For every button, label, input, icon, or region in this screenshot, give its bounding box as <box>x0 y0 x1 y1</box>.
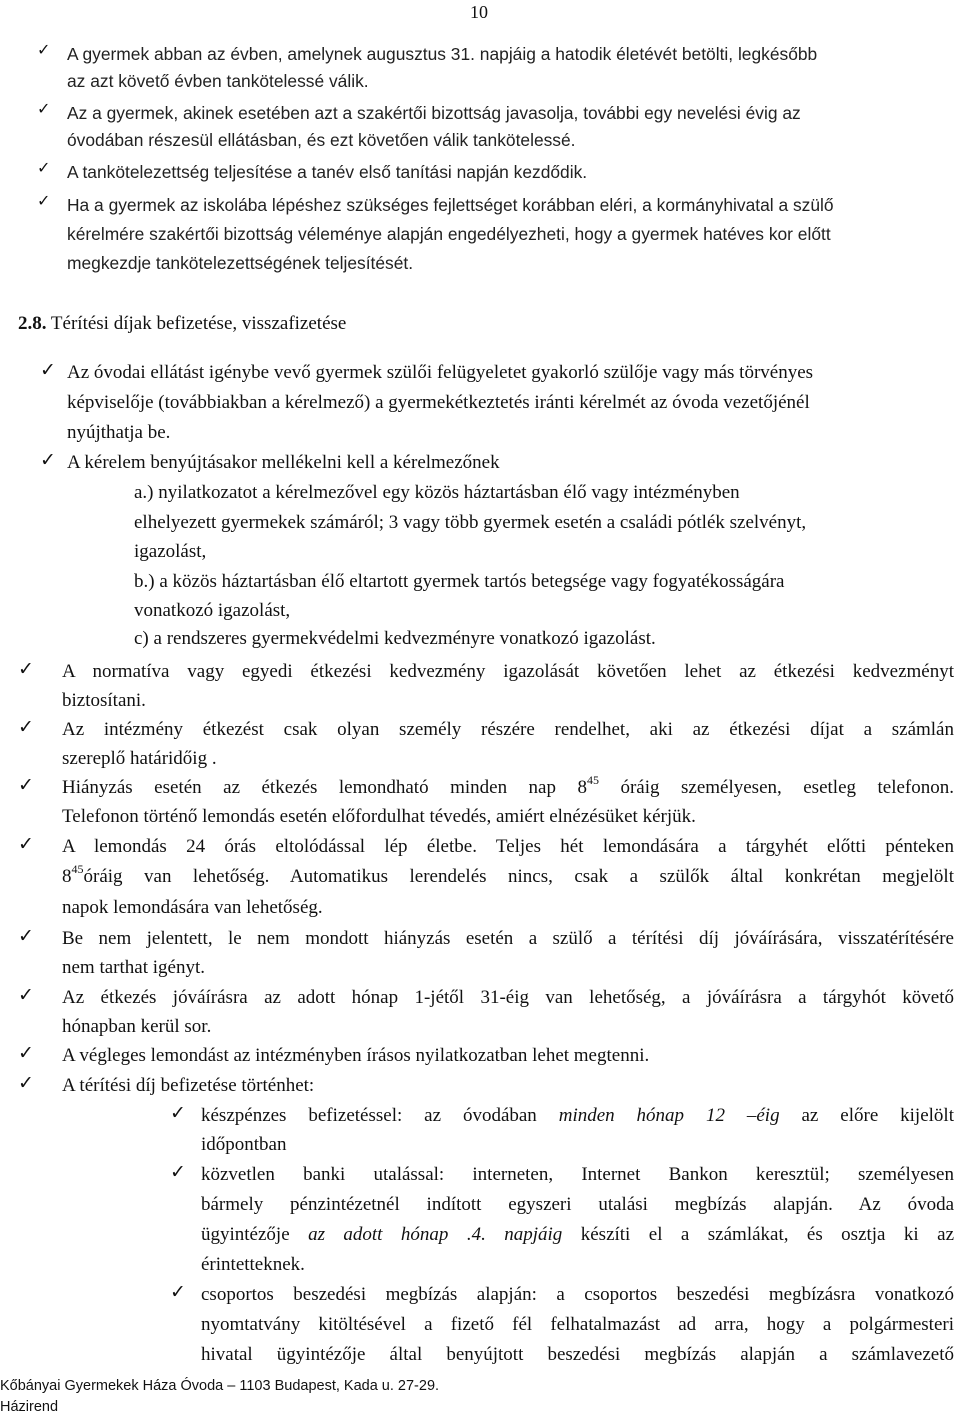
body-line: A lemondás 24 órás eltolódással lép életbe. Teljes hét lemondására a tárgyhét előtti pénteken <box>62 836 954 857</box>
attachment-a: a.) nyilatkozatot a kérelmezővel egy közös háztartásban élő vagy intézményben <box>134 482 740 503</box>
attachment-c: c) a rendszeres gyermekvédelmi kedvezményre vonatkozó igazolást. <box>134 628 656 649</box>
intro-line: kérelmére szakértői bizottság véleménye alapján engedélyezheti, hogy a gyermek hatéves kor előtt <box>67 224 831 244</box>
body-line: nyomtatvány kitöltésével a fizető fél felhatalmazást ad arra, hogy a polgármesteri <box>201 1314 954 1335</box>
text-span: készíti el a számlákat, és osztja ki az <box>562 1224 954 1245</box>
body-line: Be nem jelentett, le nem mondott hiányzás esetén a szülő a térítési díj jóváírására, visszatérítésére <box>62 928 954 949</box>
footer-title: Házirend <box>0 1399 59 1415</box>
body-line: Az intézmény étkezést csak olyan személy részére rendelhet, aki az étkezési díjat a számlán <box>62 719 954 740</box>
attachment-a: igazolást, <box>134 541 207 562</box>
attachment-a: elhelyezett gyermekek számáról; 3 vagy több gyermek esetén a családi pótlék szelvényt, <box>134 512 807 533</box>
attachment-b: vonatkozó igazolást, <box>134 600 291 621</box>
check-icon: ✓ <box>40 359 56 381</box>
body-line: hivatal ügyintézője által benyújtott beszedési megbízás alapján a számlavezető <box>201 1344 954 1365</box>
check-icon: ✓ <box>18 833 34 855</box>
text-span: ügyintézője <box>201 1224 309 1245</box>
check-icon: ✓ <box>37 40 51 59</box>
check-icon: ✓ <box>170 1161 186 1183</box>
intro-line: az azt követő évben tankötelessé válik. <box>67 71 369 91</box>
body-line <box>201 1225 954 1244</box>
text-span: az adott hónap .4. napjáig <box>308 1224 563 1245</box>
body-line: Az óvodai ellátást igénybe vevő gyermek szülői felügyeletet gyakorló szülője vagy más törvényes <box>67 362 814 383</box>
check-icon: ✓ <box>18 925 34 947</box>
check-icon: ✓ <box>170 1281 186 1303</box>
attachment-b: b.) a közös háztartásban élő eltartott gyermek tartós betegsége vagy fogyatékosságára <box>134 571 785 592</box>
body-line: biztosítani. <box>62 690 146 711</box>
body-line: hónapban kerül sor. <box>62 1016 212 1037</box>
footer-address: Kőbányai Gyermekek Háza Óvoda – 1103 Budapest, Kada u. 27-29. <box>0 1378 440 1394</box>
body-line <box>62 861 954 887</box>
page-number: 10 <box>470 2 488 22</box>
text-span: minden hónap 12 –éig <box>558 1105 780 1126</box>
section-heading <box>18 314 346 333</box>
body-line: nyújthatja be. <box>67 422 171 443</box>
text-span: óráig személyesen, esetleg telefonon. <box>598 777 954 798</box>
body-line: A térítési díj befizetése történhet: <box>62 1075 315 1096</box>
intro-line: A gyermek abban az évben, amelynek augusztus 31. napjáig a hatodik életévét betölti, legkésőbb <box>67 44 818 64</box>
check-icon: ✓ <box>18 658 34 680</box>
body-line: szereplő határidőig . <box>62 748 217 769</box>
check-icon: ✓ <box>170 1102 186 1124</box>
intro-line: megkezdje tankötelezettségének teljesítését. <box>67 253 414 273</box>
text-span: Hiányzás esetén az étkezés lemondható minden nap 8 <box>62 777 587 798</box>
intro-line: Ha a gyermek az iskolába lépéshez szükséges fejlettséget korábban eléri, a kormányhivatal a szülő <box>67 195 834 215</box>
check-icon: ✓ <box>18 716 34 738</box>
body-line <box>201 1106 954 1125</box>
intro-line: óvodában részesül ellátásban, és ezt követően válik tankötelessé. <box>67 130 576 150</box>
body-line: bármely pénzintézetnél indított egyszeri utalási megbízás alapján. Az óvoda <box>201 1194 954 1215</box>
check-icon: ✓ <box>40 449 56 471</box>
superscript: 45 <box>586 772 599 787</box>
body-line: csoportos beszedési megbízás alapján: a csoportos beszedési megbízásra vonatkozó <box>201 1284 954 1305</box>
body-line: nem tarthat igényt. <box>62 957 205 978</box>
check-icon: ✓ <box>18 1042 34 1064</box>
text-span: az előre kijelölt <box>779 1105 954 1126</box>
check-icon: ✓ <box>37 191 51 210</box>
body-line: időpontban <box>201 1134 287 1155</box>
body-line: A kérelem benyújtásakor mellékelni kell a kérelmezőnek <box>67 452 500 473</box>
body-line: közvetlen banki utalással: interneten, Internet Bankon keresztül; személyesen <box>201 1164 954 1185</box>
body-line: napok lemondására van lehetőség. <box>62 897 323 918</box>
body-line: érintetteknek. <box>201 1254 305 1275</box>
check-icon: ✓ <box>18 1072 34 1094</box>
text-span: 8 <box>62 866 72 887</box>
body-line: Az étkezés jóváírásra az adott hónap 1-jétől 31-éig van lehetőség, a jóváírásra a tárgyhót követő <box>62 987 954 1008</box>
section-number: 2.8. <box>18 313 47 334</box>
check-icon: ✓ <box>37 158 51 177</box>
body-line: Telefonon történő lemondás esetén előfordulhat tévedés, amiért elnézésüket kérjük. <box>62 806 696 827</box>
check-icon: ✓ <box>18 984 34 1006</box>
body-line: képviselője (továbbiakban a kérelmező) a gyermekétkeztetés iránti kérelmét az óvoda vezetőjénél <box>67 392 810 413</box>
body-line <box>62 772 954 798</box>
check-icon: ✓ <box>37 99 51 118</box>
text-span: készpénzes befizetéssel: az óvodában <box>201 1105 559 1126</box>
intro-line: A tankötelezettség teljesítése a tanév első tanítási napján kezdődik. <box>67 162 588 182</box>
text-span: óráig van lehetőség. Automatikus lerendelés nincs, csak a szülők által konkrétan megjelölt <box>83 866 954 887</box>
superscript: 45 <box>71 861 84 876</box>
section-title: Térítési díjak befizetése, visszafizetése <box>50 313 347 334</box>
body-line: A normatíva vagy egyedi étkezési kedvezmény igazolását követően lehet az étkezési kedvezményt <box>62 661 954 682</box>
intro-line: Az a gyermek, akinek esetében azt a szakértői bizottság javasolja, további egy nevelési évig az <box>67 103 801 123</box>
body-line: A végleges lemondást az intézményben írásos nyilatkozatban lehet megtenni. <box>62 1045 650 1066</box>
check-icon: ✓ <box>18 774 34 796</box>
